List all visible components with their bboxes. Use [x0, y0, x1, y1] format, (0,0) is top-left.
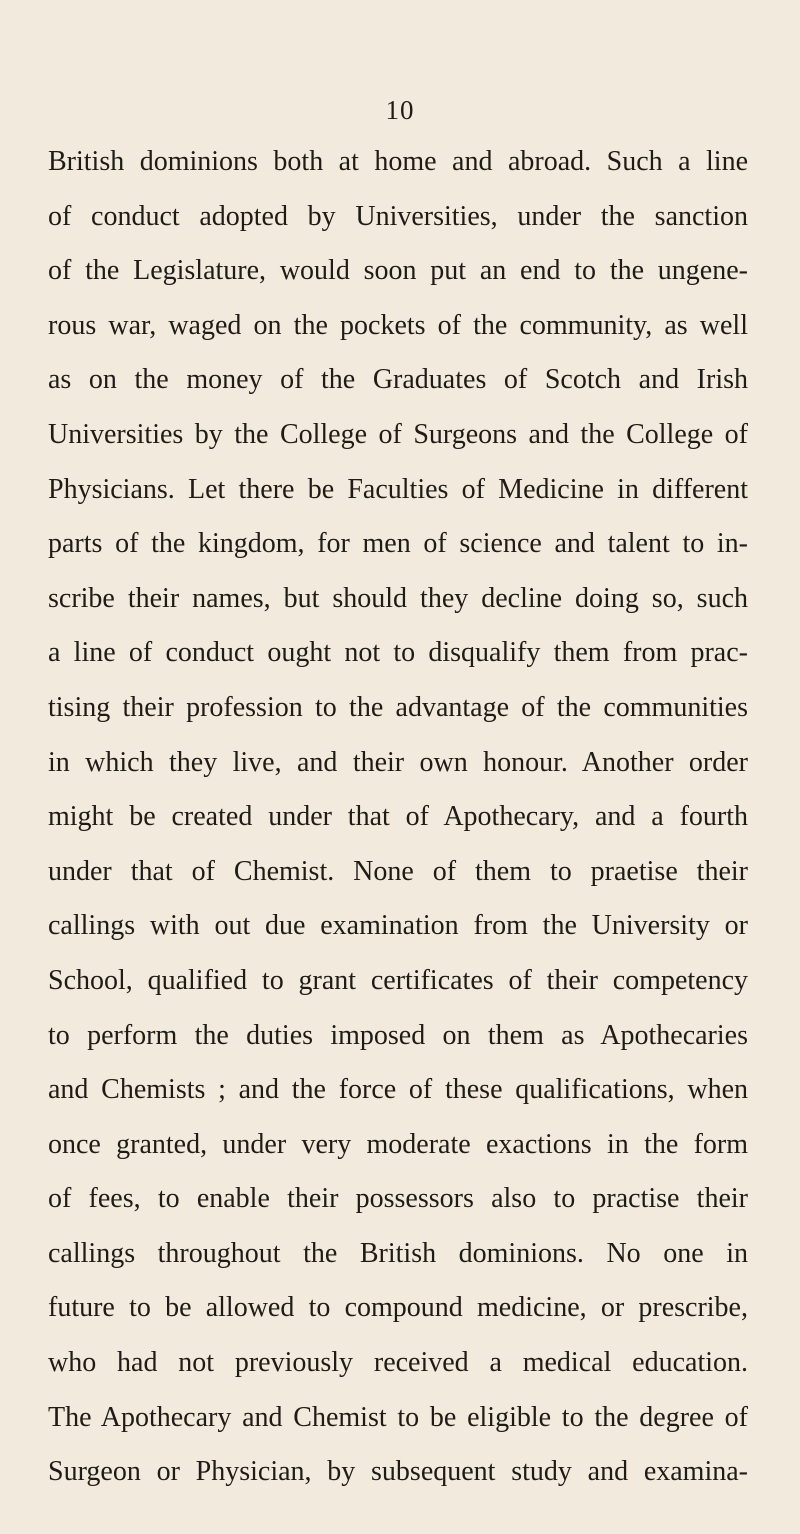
text-line: British dominions both at home and abroad. Such a line: [48, 146, 748, 177]
text-line: once granted, under very moderate exactions in the form: [48, 1128, 748, 1160]
text-line: future to be allowed to compound medicine, or prescribe,: [48, 1292, 748, 1324]
text-line: School, qualified to grant certificates of their competency: [48, 964, 748, 996]
text-line: callings throughout the British dominions. No one in: [48, 1237, 748, 1269]
page-number: 10: [385, 95, 415, 125]
text-line: might be created under that of Apothecary, and a fourth: [48, 801, 748, 833]
text-line: callings with out due examination from the University or: [48, 910, 748, 942]
text-line: of fees, to enable their possessors also to practise their: [48, 1183, 748, 1215]
text-line: under that of Chemist. None of them to praetise their: [48, 855, 748, 887]
text-line: of conduct adopted by Universities, under the sanction: [48, 200, 748, 232]
text-line: The Apothecary and Chemist to be eligible to the degree of: [48, 1401, 748, 1433]
text-line: a line of conduct ought not to disqualify them from prac-: [48, 637, 748, 669]
text-line: in which they live, and their own honour. Another order: [48, 746, 748, 778]
text-line: scribe their names, but should they decline doing so, such: [48, 582, 748, 614]
text-line: and Chemists ; and the force of these qualifications, when: [48, 1074, 748, 1106]
text-line: to perform the duties imposed on them as Apothecaries: [48, 1019, 748, 1051]
text-line: Surgeon or Physician, by subsequent study and examina-: [48, 1456, 748, 1488]
text-line: rous war, waged on the pockets of the community, as well: [48, 309, 748, 341]
text-line: tising their profession to the advantage of the communities: [48, 691, 748, 723]
text-line: parts of the kingdom, for men of science and talent to in-: [48, 528, 748, 560]
text-line: Physicians. Let there be Faculties of Medicine in different: [48, 473, 748, 505]
text-line: of the Legislature, would soon put an end to the ungene-: [48, 255, 748, 287]
text-line: as on the money of the Graduates of Scotch and Irish: [48, 364, 748, 396]
text-line: Universities by the College of Surgeons and the College of: [48, 418, 748, 450]
text-line: who had not previously received a medical education.: [48, 1347, 748, 1379]
body-text: [48, 145, 748, 1510]
